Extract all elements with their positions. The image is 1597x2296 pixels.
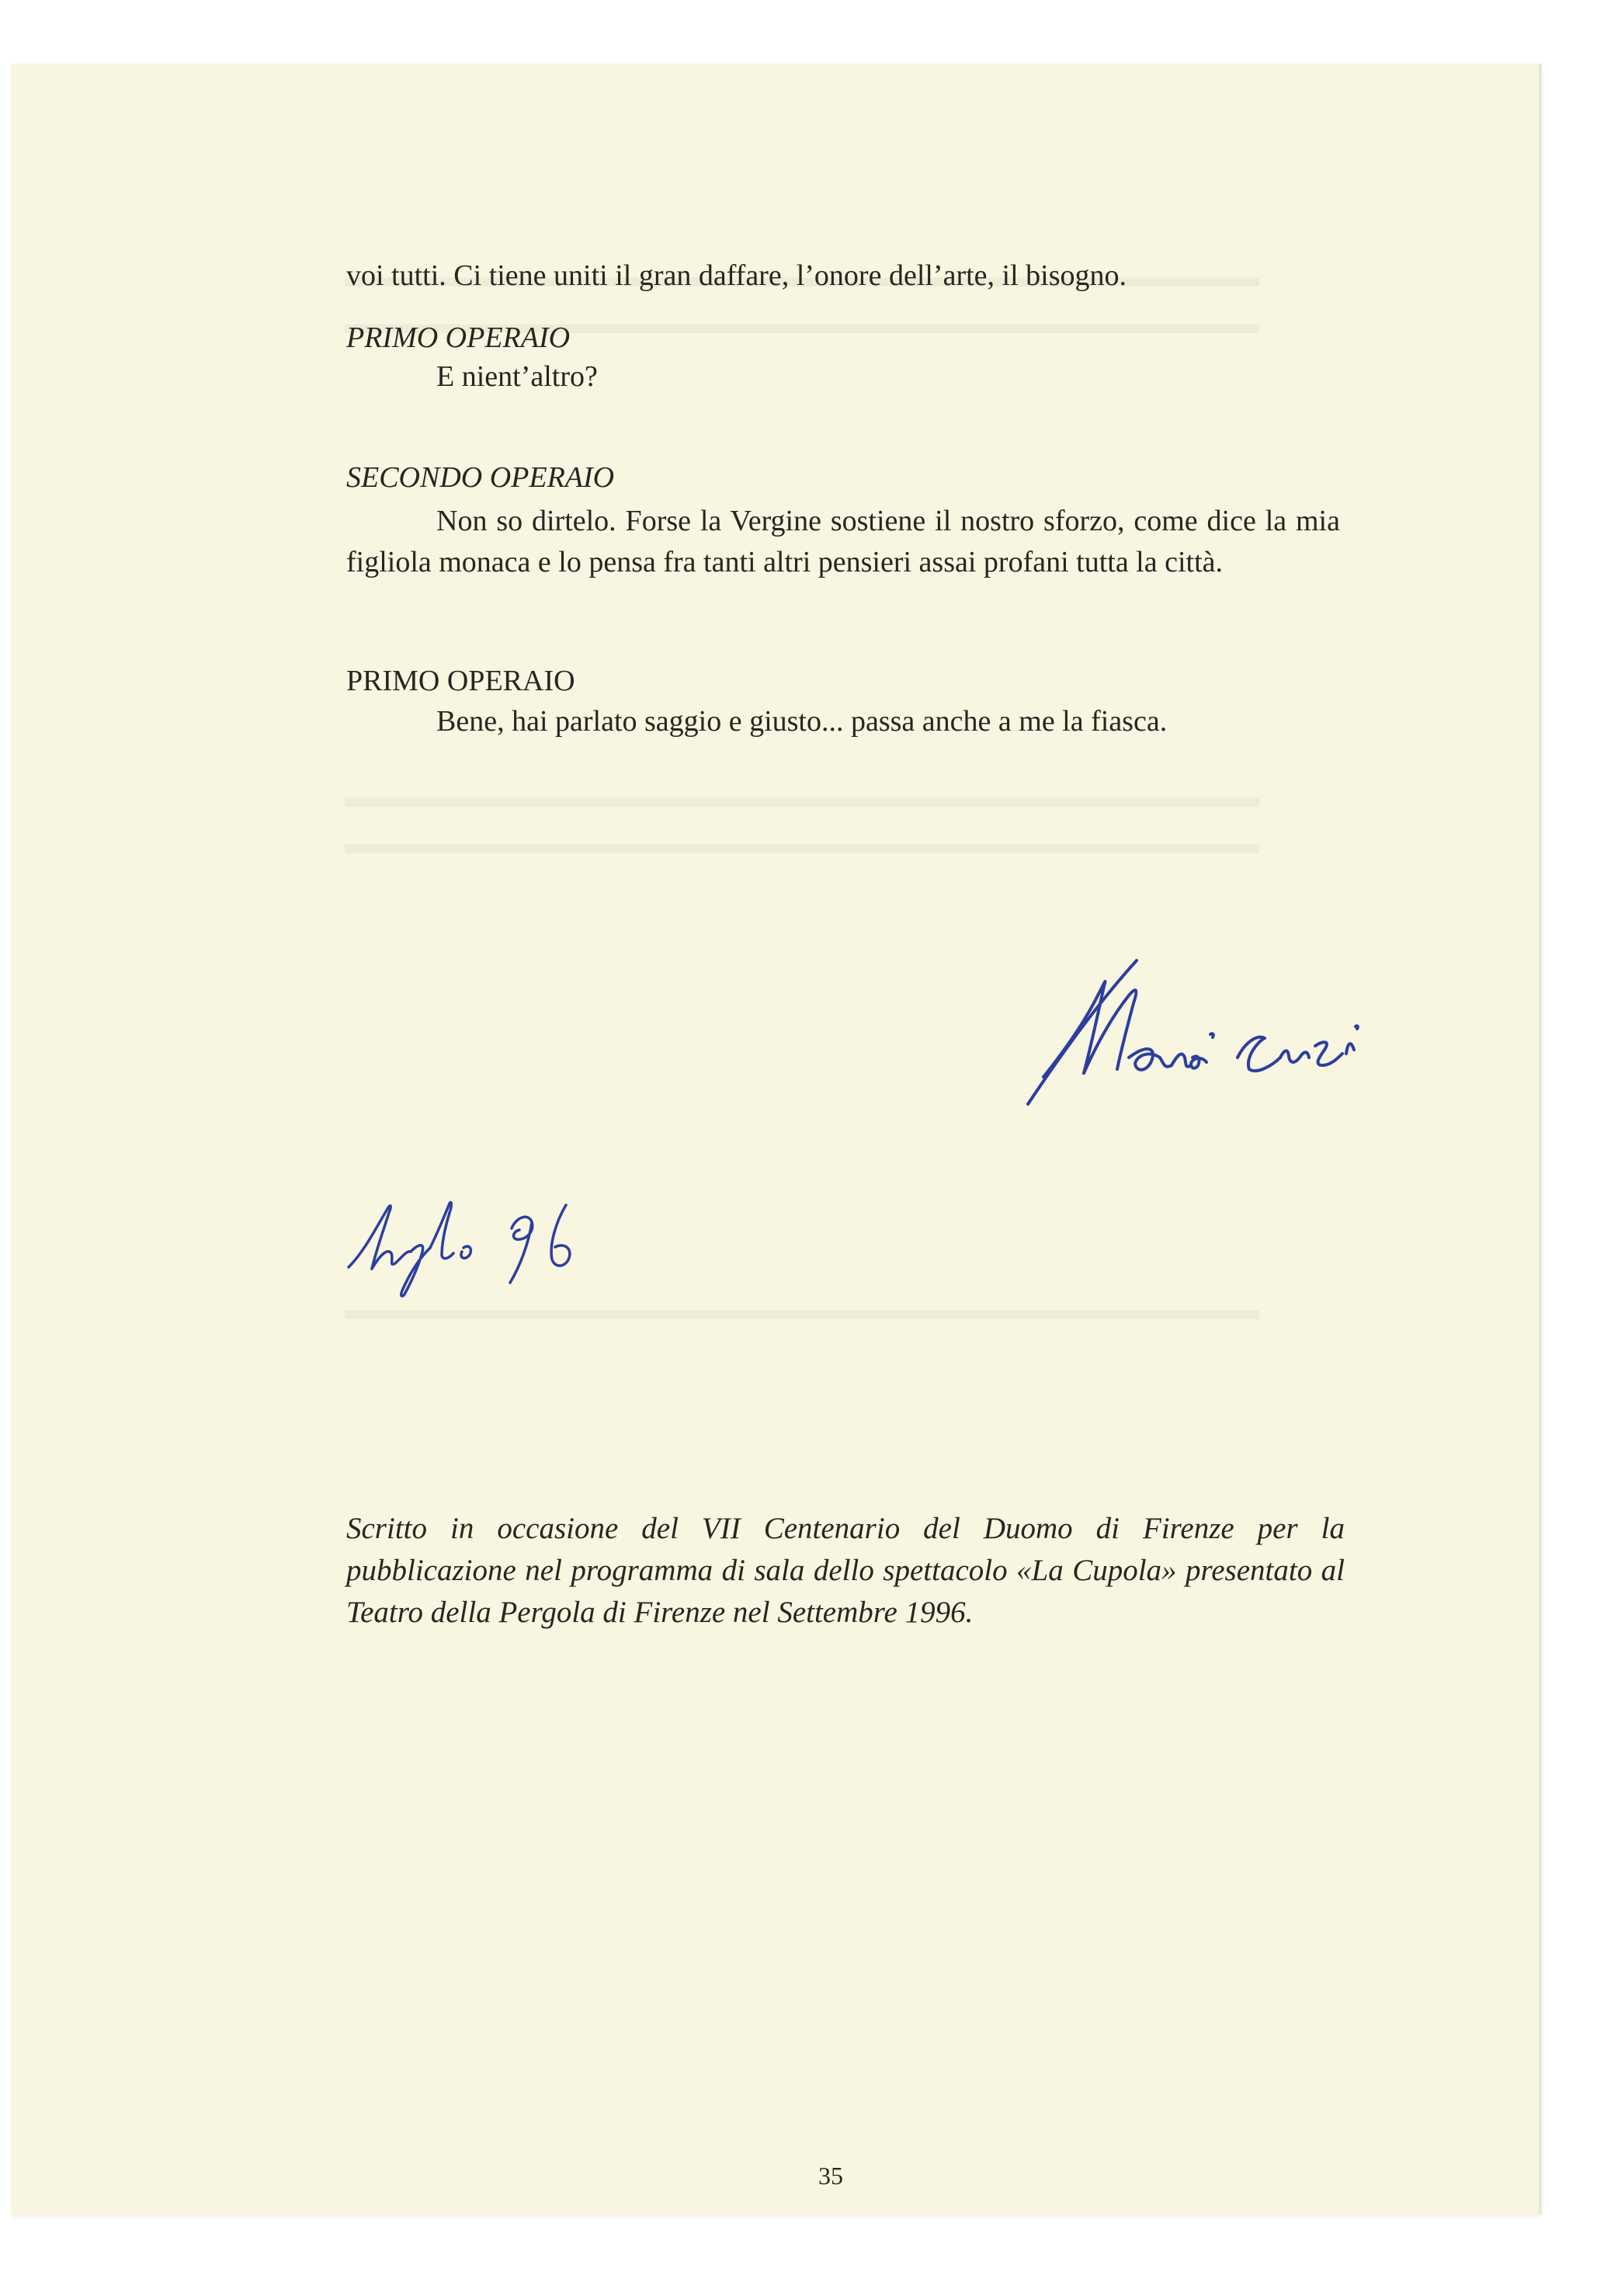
speaker-primo-operaio: PRIMO OPERAIO [346, 321, 571, 354]
publication-note [346, 1508, 1345, 1634]
page-number: 35 [818, 2162, 843, 2190]
speaker-secondo-operaio: SECONDO OPERAIO [346, 461, 615, 494]
publication-note-text: Scritto in occasione del VII Centenario del Duomo di Firenze per la pubblicazione nel programma di sala dello spettacolo «La Cupola» presentato al Teatro della Pergola di Firenze nel Settembre 1996. [346, 1512, 1345, 1629]
show-through-texture [345, 778, 1259, 817]
dialogue-paragraph [346, 501, 1340, 583]
opening-line: voi tutti. Ci tiene uniti il gran daffare, l’onore dell’arte, il bisogno. [346, 259, 1127, 292]
show-through-texture [345, 825, 1259, 863]
dialogue-line: E nient’altro? [436, 360, 598, 393]
document-page [11, 64, 1539, 2214]
handwritten-date [333, 1182, 628, 1298]
dialogue-line: Bene, hai parlato saggio e giusto... passa anche a me la fiasca. [436, 705, 1168, 738]
dialogue-line: Non so dirtelo. Forse la Vergine sostiene il nostro sforzo, come dice la mia figliola monaca e lo pensa fra tanti altri pensieri assai profani tutta la città. [346, 505, 1340, 578]
handwritten-signature [1012, 941, 1377, 1120]
speaker-primo-operaio: PRIMO OPERAIO [346, 665, 575, 697]
